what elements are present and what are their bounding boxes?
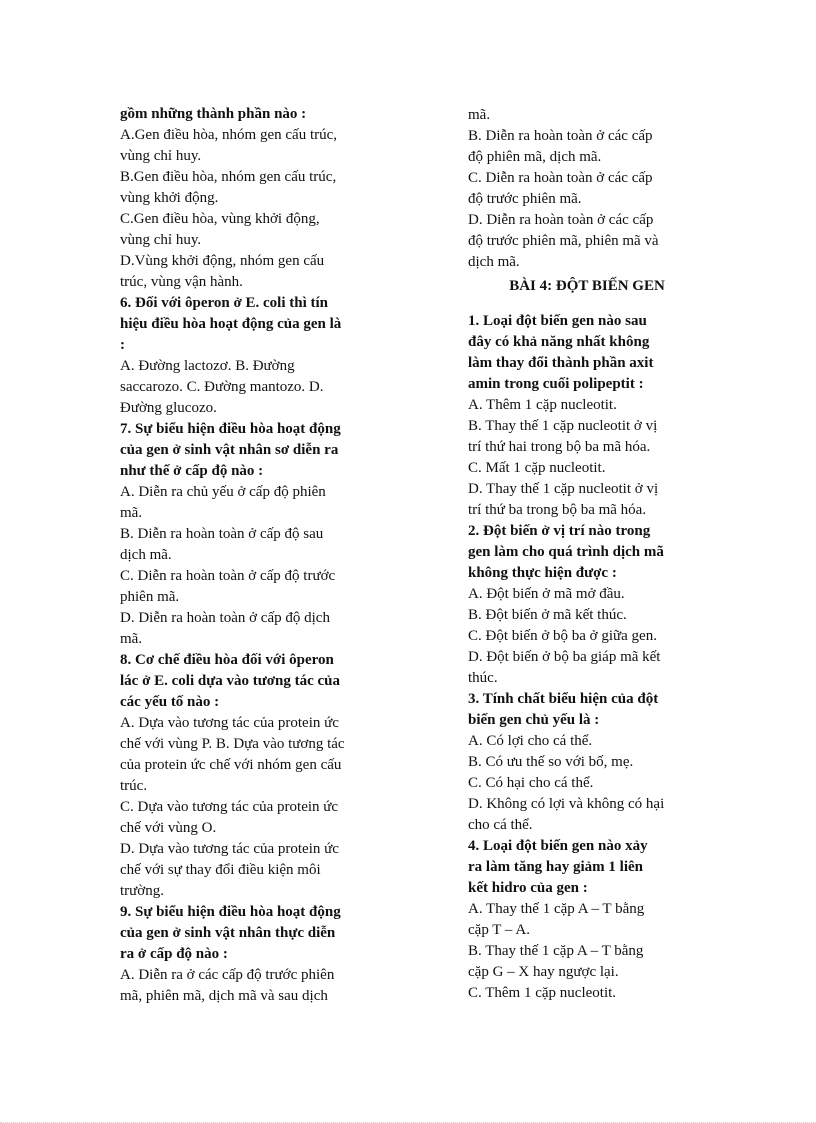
- answer-text-line: của protein ức chế với nhóm gen cấu: [120, 757, 342, 773]
- answer-text-line: C. Diễn ra hoàn toàn ở các cấp: [468, 170, 653, 186]
- answer-text-line: B. Thay thế 1 cặp A – T bằng: [468, 943, 644, 959]
- answer-text-line: A. Dựa vào tương tác của protein ức: [120, 715, 339, 731]
- answer-text-line: C. Đột biến ở bộ ba ở giữa gen.: [468, 628, 657, 644]
- answer-text-line: chế với sự thay đổi điều kiện môi: [120, 862, 321, 878]
- question-text-line: ra làm tăng hay giảm 1 liên: [468, 859, 643, 875]
- answer-text-line: mã, phiên mã, dịch mã và sau dịch: [120, 988, 328, 1004]
- answer-text-line: C. Thêm 1 cặp nucleotit.: [468, 985, 617, 1001]
- answer-text-line: vùng chỉ huy.: [120, 148, 202, 164]
- question-text-line: 9. Sự biểu hiện điều hòa hoạt động: [120, 904, 341, 920]
- answer-text-line: mã.: [120, 505, 143, 521]
- answer-text-line: B.Gen điều hòa, nhóm gen cấu trúc,: [120, 169, 337, 185]
- answer-text-line: B. Diễn ra hoàn toàn ở các cấp: [468, 128, 653, 144]
- question-text-line: kết hidro của gen :: [468, 880, 588, 896]
- answer-text-line: B. Đột biến ở mã kết thúc.: [468, 607, 627, 623]
- answer-text-line: A. Thêm 1 cặp nucleotit.: [468, 397, 617, 413]
- answer-text-line: B. Diễn ra hoàn toàn ở cấp độ sau: [120, 526, 324, 542]
- answer-text-line: vùng khởi động.: [120, 190, 219, 206]
- answer-text-line: trúc.: [120, 778, 148, 794]
- answer-text-line: vùng chỉ huy.: [120, 232, 202, 248]
- question-text-line: lác ở E. coli dựa vào tương tác của: [120, 673, 341, 689]
- question-text-line: của gen ở sinh vật nhân thực diễn: [120, 925, 336, 941]
- answer-text-line: cho cá thể.: [468, 817, 533, 833]
- answer-text-line: độ trước phiên mã, phiên mã và: [468, 233, 659, 249]
- question-text-line: các yếu tố nào :: [120, 694, 220, 710]
- answer-text-line: B. Có ưu thế so với bố, mẹ.: [468, 754, 634, 770]
- answer-text-line: trúc, vùng vận hành.: [120, 274, 243, 290]
- answer-text-line: thúc.: [468, 670, 498, 686]
- right-column-continuation: [468, 105, 706, 273]
- answer-text-line: phiên mã.: [120, 589, 180, 605]
- question-text-line: không thực hiện được :: [468, 565, 617, 581]
- question-text-line: gen làm cho quá trình dịch mã: [468, 544, 664, 560]
- answer-text-line: D. Không có lợi và không có hại: [468, 796, 665, 812]
- question-text-line: như thế ở cấp độ nào :: [120, 463, 264, 479]
- answer-text-line: C. Dựa vào tương tác của protein ức: [120, 799, 339, 815]
- question-text-line: của gen ở sinh vật nhân sơ diễn ra: [120, 442, 339, 458]
- answer-text-line: C. Có hại cho cá thể.: [468, 775, 594, 791]
- question-text-line: :: [120, 337, 125, 353]
- answer-text-line: D. Diễn ra hoàn toàn ở các cấp: [468, 212, 654, 228]
- question-text-line: 8. Cơ chế điều hòa đối với ôperon: [120, 652, 334, 668]
- answer-text-line: C. Diễn ra hoàn toàn ở cấp độ trước: [120, 568, 336, 584]
- answer-text-line: A. Đột biến ở mã mở đầu.: [468, 586, 625, 602]
- answer-text-line: A.Gen điều hòa, nhóm gen cấu trúc,: [120, 127, 338, 143]
- question-text-line: 2. Đột biến ở vị trí nào trong: [468, 523, 651, 539]
- answer-text-line: cặp G – X hay ngược lại.: [468, 964, 619, 980]
- question-text-line: biến gen chủ yếu là :: [468, 712, 600, 728]
- answer-text-line: độ trước phiên mã.: [468, 191, 582, 207]
- question-text-line: 6. Đối với ôperon ở E. coli thì tín: [120, 295, 329, 311]
- left-column: [120, 104, 388, 1007]
- question-text-line: 4. Loại đột biến gen nào xảy: [468, 838, 648, 854]
- section-heading: BÀI 4: ĐỘT BIẾN GEN: [509, 278, 665, 294]
- answer-text-line: mã.: [120, 631, 143, 647]
- answer-text-line: trường.: [120, 883, 164, 899]
- answer-text-line: độ phiên mã, dịch mã.: [468, 149, 602, 165]
- answer-text-line: C.Gen điều hòa, vùng khởi động,: [120, 211, 320, 227]
- question-text-line: amin trong cuối polipeptit :: [468, 376, 644, 392]
- answer-text-line: D. Thay thế 1 cặp nucleotit ở vị: [468, 481, 659, 497]
- answer-text-line: A. Đường lactozơ. B. Đường: [120, 358, 295, 374]
- question-text-line: 1. Loại đột biến gen nào sau: [468, 313, 647, 329]
- answer-text-line: D. Dựa vào tương tác của protein ức: [120, 841, 339, 857]
- answer-text-line: saccarozo. C. Đường mantozo. D.: [120, 379, 324, 395]
- answer-text-line: mã.: [468, 107, 491, 123]
- question-text-line: gồm những thành phần nào :: [120, 106, 307, 122]
- answer-text-line: A. Thay thế 1 cặp A – T bằng: [468, 901, 645, 917]
- answer-text-line: D. Đột biến ở bộ ba giáp mã kết: [468, 649, 661, 665]
- answer-text-line: chế với vùng O.: [120, 820, 217, 836]
- question-text-line: 3. Tính chất biểu hiện của đột: [468, 691, 659, 707]
- right-column: [468, 105, 706, 1004]
- question-text-line: đây có khả năng nhất không: [468, 334, 650, 350]
- answer-text-line: trí thứ hai trong bộ ba mã hóa.: [468, 439, 651, 455]
- question-text-line: hiệu điều hòa hoạt động của gen là: [120, 316, 342, 332]
- answer-text-line: A. Có lợi cho cá thể.: [468, 733, 593, 749]
- answer-text-line: D. Diễn ra hoàn toàn ở cấp độ dịch: [120, 610, 330, 626]
- answer-text-line: Đường glucozo.: [120, 400, 217, 416]
- answer-text-line: A. Diễn ra chủ yếu ở cấp độ phiên: [120, 484, 326, 500]
- answer-text-line: dịch mã.: [120, 547, 172, 563]
- answer-text-line: B. Thay thế 1 cặp nucleotit ở vị: [468, 418, 658, 434]
- answer-text-line: C. Mất 1 cặp nucleotit.: [468, 460, 606, 476]
- answer-text-line: A. Diễn ra ở các cấp độ trước phiên: [120, 967, 335, 983]
- question-text-line: ra ở cấp độ nào :: [120, 946, 228, 962]
- question-text-line: 7. Sự biểu hiện điều hòa hoạt động: [120, 421, 341, 437]
- answer-text-line: cặp T – A.: [468, 922, 530, 938]
- answer-text-line: dịch mã.: [468, 254, 520, 270]
- right-column-questions: [468, 311, 706, 1004]
- answer-text-line: chế với vùng P. B. Dựa vào tương tác: [120, 736, 345, 752]
- answer-text-line: trí thứ ba trong bộ ba mã hóa.: [468, 502, 647, 518]
- answer-text-line: D.Vùng khởi động, nhóm gen cấu: [120, 253, 325, 269]
- question-text-line: làm thay đổi thành phần axit: [468, 355, 654, 371]
